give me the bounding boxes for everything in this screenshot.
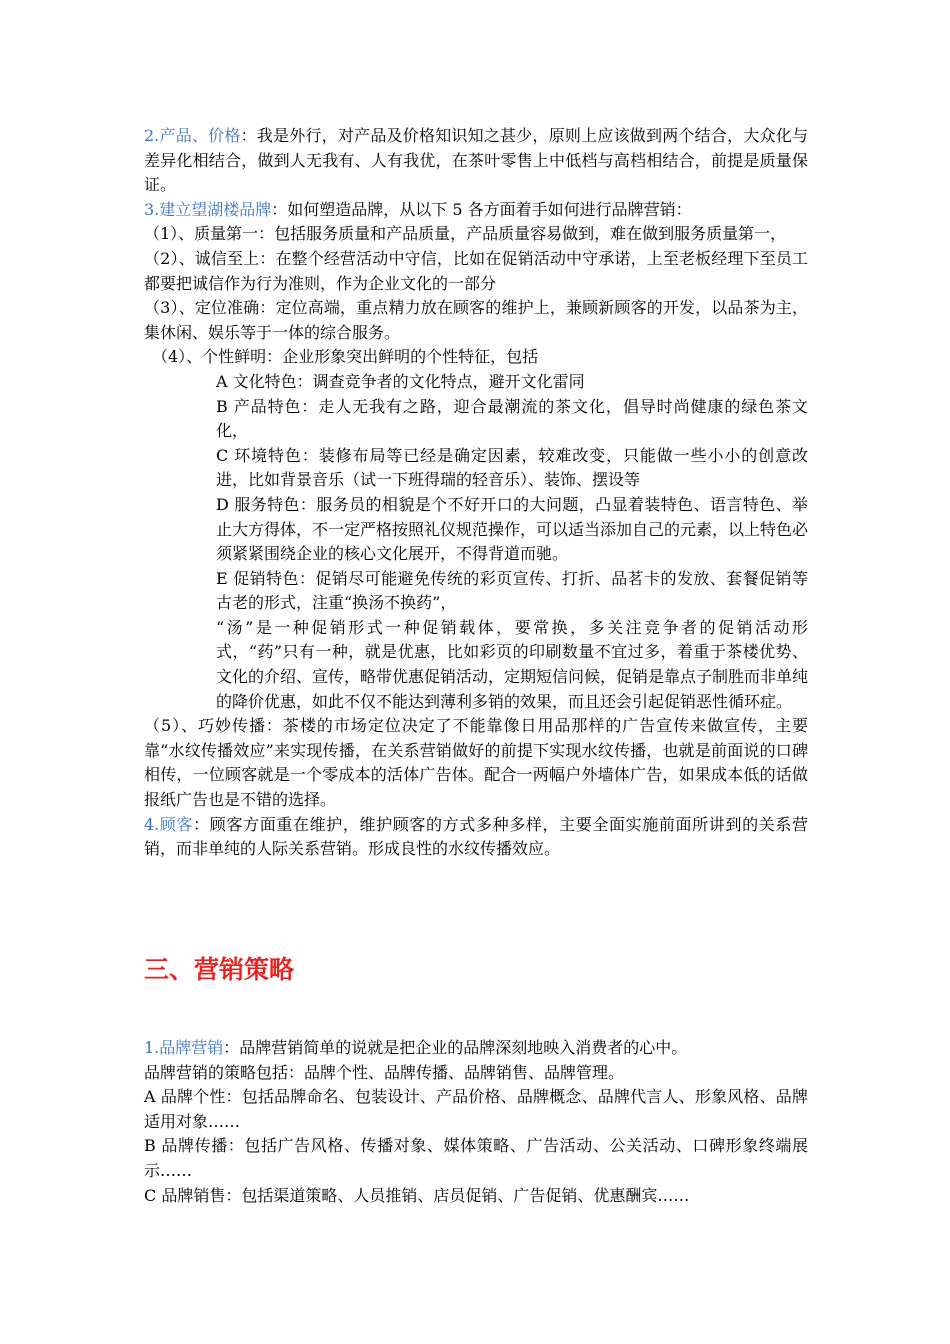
para-brand-build bbox=[144, 198, 808, 223]
lead-customer: 4.顾客 bbox=[144, 814, 194, 834]
body-text bbox=[144, 124, 808, 862]
item-communication: （5）、巧妙传播：茶楼的市场定位决定了不能靠像日用品那样的广告宣传来做宣传，主要靠“水纹传播效应”来实现传播，在关系营销做好的前提下实现水纹传播，也就是前面说的口碑相传，一位顾客就是一个零成本的活体广告体。配合一两幅户外墙体广告，如果成本低的话做报纸广告也是不错的选择。 bbox=[144, 716, 808, 810]
lead-brand-marketing: 1.品牌营销 bbox=[144, 1038, 224, 1057]
brand-communication: B 品牌传播：包括广告风格、传播对象、媒体策略、广告活动、公关活动、口碑形象终端展示…… bbox=[144, 1136, 808, 1180]
lead-brand-build: 3.建立望湖楼品牌 bbox=[144, 199, 272, 219]
sub-item-service: D 服务特色：服务员的相貌是个不好开口的大问题，凸显着装特色、语言特色、举止大方得体，不一定严格按照礼仪规范操作，可以适当添加自己的元素，以上特色必须紧紧围绕企业的核心文化展开，不得背道而驰。 bbox=[216, 494, 809, 564]
sub-item-culture: A 文化特色：调查竞争者的文化特点，避开文化雷同 bbox=[216, 371, 585, 391]
item-integrity: （2）、诚信至上：在整个经营活动中守信，比如在促销活动中守承诺，上至老板经理下至员工都要把诚信作为行为准则，作为企业文化的一部分 bbox=[144, 248, 808, 293]
para-brand-marketing bbox=[144, 1036, 808, 1061]
section-heading: 三、营销策略 bbox=[144, 955, 295, 984]
sub-item-product: B 产品特色：走人无我有之路，迎合最潮流的茶文化，倡导时尚健康的绿色茶文化， bbox=[216, 396, 808, 441]
brand-strategy-list: 品牌营销的策略包括：品牌个性、品牌传播、品牌销售、品牌管理。 bbox=[144, 1062, 625, 1082]
item-quality: （1）、质量第一：包括服务质量和产品质量，产品质量容易做到，难在做到服务质量第一， bbox=[144, 224, 787, 244]
text-brand-marketing: ：品牌营销简单的说就是把企业的品牌深刻地映入消费者的心中。 bbox=[223, 1038, 688, 1057]
para-customer bbox=[144, 813, 808, 862]
item-personality: （4）、个性鲜明：企业形象突出鲜明的个性特征，包括 bbox=[152, 347, 539, 367]
item-positioning: （3）、定位准确：定位高端，重点精力放在顾客的维护上，兼顾新顾客的开发，以品茶为主，集休闲、娱乐等于一体的综合服务。 bbox=[144, 298, 808, 342]
para-product-price bbox=[144, 124, 808, 198]
sub-item-promotion: E 促销特色：促销尽可能避免传统的彩页宣传、打折、品茗卡的发放、套餐促销等古老的形式，注重“换汤不换药”， bbox=[216, 568, 808, 613]
text-product-price: ：我是外行，对产品及价格知识知之甚少，原则上应该做到两个结合，大众化与差异化相结合，做到人无我有、人有我优，在茶叶零售上中低档与高档相结合，前提是质量保证。 bbox=[144, 126, 808, 195]
sub-item-environment: C 环境特色：装修布局等已经是确定因素，较难改变，只能做一些小小的创意改进，比如背景音乐（试一下班得瑞的轻音乐）、装饰、摆设等 bbox=[216, 445, 808, 490]
text-customer: ：顾客方面重在维护，维护顾客的方式多种多样，主要全面实施前面所讲到的关系营销，而非单纯的人际关系营销。形成良性的水纹传播效应。 bbox=[144, 814, 808, 859]
lead-product-price: 2.产品、价格 bbox=[144, 126, 241, 145]
brand-sales: C 品牌销售：包括渠道策略、人员推销、店员促销、广告促销、优惠酬宾…… bbox=[144, 1185, 690, 1205]
brand-personality: A 品牌个性：包括品牌命名、包装设计、产品价格、品牌概念、品牌代言人、形象风格、品牌适用对象…… bbox=[144, 1087, 808, 1131]
text-brand-build: ：如何塑造品牌，从以下 5 各方面着手如何进行品牌营销： bbox=[271, 199, 692, 219]
sub-item-promotion-detail: “汤”是一种促销形式一种促销载体，要常换，多关注竞争者的促销活动形式，“药”只有一种，就是优惠，比如彩页的印刷数量不宜过多，着重于茶楼优势、文化的介绍、宣传，略带优惠促销活动，定期短信问候，促销是靠点子制胜而非单纯的降价优惠，如此不仅不能达到薄利多销的效果，而且还会引起促销恶性循环症。 bbox=[216, 617, 809, 711]
body-text-2 bbox=[144, 1036, 808, 1208]
